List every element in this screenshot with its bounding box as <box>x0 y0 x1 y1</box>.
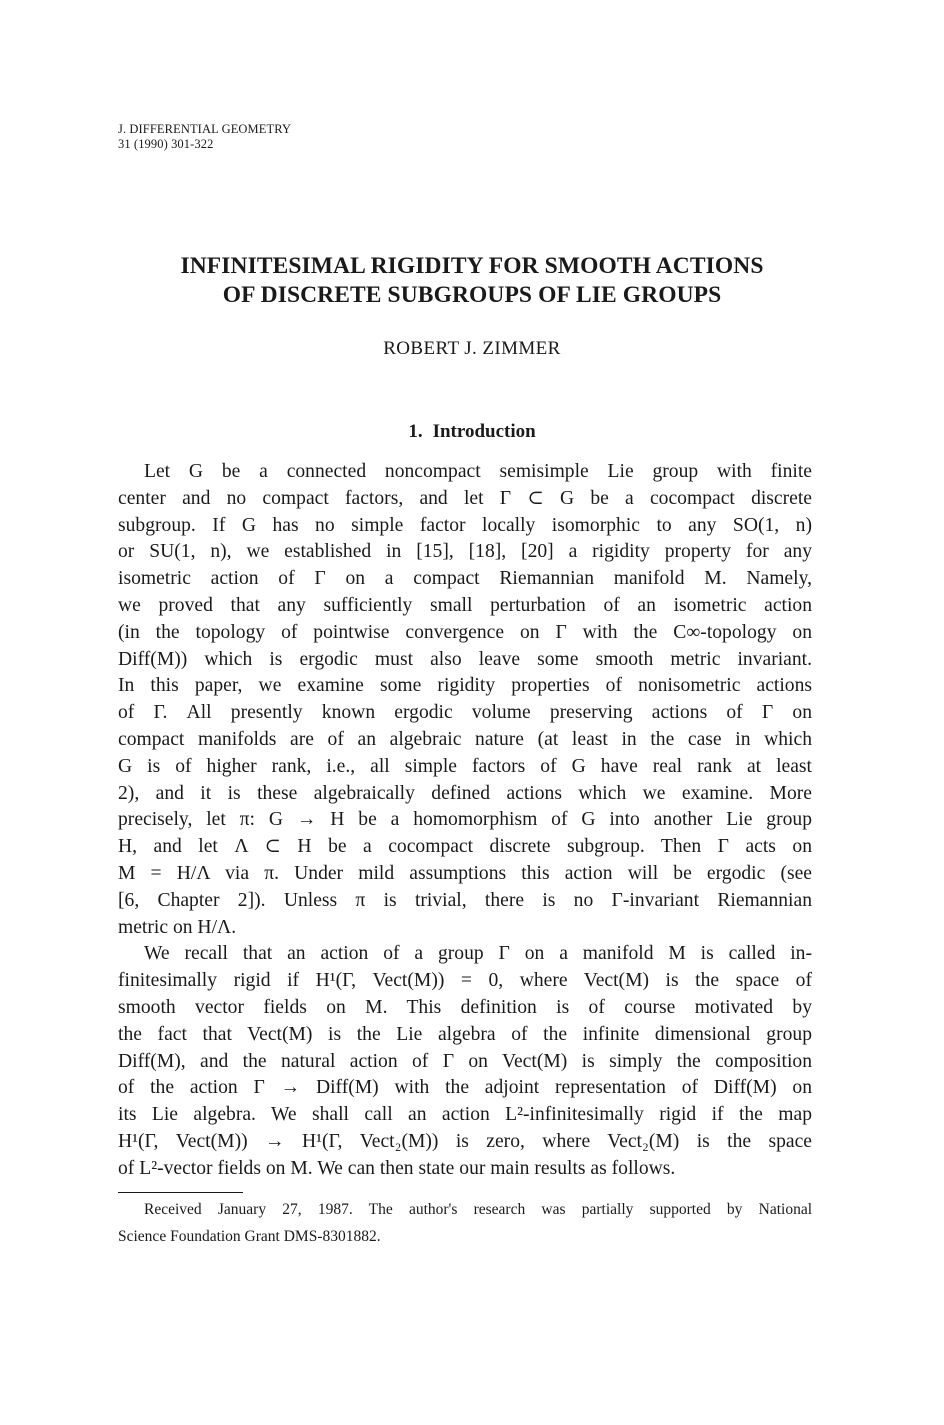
text-line: (in the topology of pointwise convergence on Γ with the C∞-topology on <box>118 621 812 643</box>
text-line: [6, Chapter 2]). Unless π is trivial, there is no Γ-invariant Riemannian <box>118 889 812 911</box>
journal-volume: 31 (1990) 301-322 <box>118 137 214 151</box>
journal-name: J. DIFFERENTIAL GEOMETRY <box>118 122 292 136</box>
text-line: In this paper, we examine some rigidity properties of nonisometric actions <box>118 675 812 697</box>
text-line: center and no compact factors, and let Γ ⊂ G be a cocompact discrete <box>118 487 812 509</box>
text-line: finitesimally rigid if H¹(Γ, Vect(M)) = 0, where Vect(M) is the space of <box>118 970 812 992</box>
text-line: of the action Γ → Diff(M) with the adjoint representation of Diff(M) on <box>118 1077 812 1099</box>
text-line: G is of higher rank, i.e., all simple factors of G have real rank at least <box>118 755 812 777</box>
text-line: metric on H/Λ. <box>118 916 237 938</box>
text-line: Let G be a connected noncompact semisimple Lie group with finite <box>144 461 812 482</box>
section-number: 1. <box>408 421 423 442</box>
paragraph-1 <box>118 459 812 941</box>
paragraph-2 <box>118 941 812 1182</box>
text-line: 2), and it is these algebraically defined actions which we examine. More <box>118 782 812 804</box>
text-line: isometric action of Γ on a compact Riemannian manifold M. Namely, <box>118 568 812 590</box>
text-line: H¹(Γ, Vect(M)) → H¹(Γ, Vect₂(M)) is zero, where Vect₂(M) is the space <box>118 1130 812 1152</box>
text-line: smooth vector fields on M. This definition is of course motivated by <box>118 996 812 1018</box>
author-name: ROBERT J. ZIMMER <box>383 338 561 359</box>
text-line: H, and let Λ ⊂ H be a cocompact discrete subgroup. Then Γ acts on <box>118 836 812 858</box>
title-line-1: INFINITESIMAL RIGIDITY FOR SMOOTH ACTIONS <box>180 253 764 279</box>
text-line: M = H/Λ via π. Under mild assumptions this action will be ergodic (see <box>118 862 812 884</box>
text-line: Diff(M)) which is ergodic must also leave some smooth metric invariant. <box>118 648 812 670</box>
footnote-divider <box>118 1192 243 1193</box>
text-line: or SU(1, n), we established in [15], [18], [20] a rigidity property for any <box>118 541 812 563</box>
text-line: We recall that an action of a group Γ on a manifold M is called in- <box>144 943 812 965</box>
title-line-2: OF DISCRETE SUBGROUPS OF LIE GROUPS <box>222 282 722 308</box>
text-line: precisely, let π: G → H be a homomorphism of G into another Lie group <box>118 809 812 831</box>
text-line: we proved that any sufficiently small perturbation of an isometric action <box>118 594 812 616</box>
text-line: its Lie algebra. We shall call an action L²-infinitesimally rigid if the map <box>118 1104 812 1126</box>
text-line: subgroup. If G has no simple factor locally isomorphic to any SO(1, n) <box>118 514 812 536</box>
section-heading <box>100 420 844 444</box>
text-line: compact manifolds are of an algebraic nature (at least in the case in which <box>118 728 812 750</box>
text-line: the fact that Vect(M) is the Lie algebra of the infinite dimensional group <box>118 1023 812 1045</box>
text-line: of L²-vector fields on M. We can then state our main results as follows. <box>118 1157 676 1179</box>
paper-title <box>100 252 844 310</box>
footnote-line-1: Received January 27, 1987. The author's research was partially supported by National <box>144 1201 812 1218</box>
footnote-line-2: Science Foundation Grant DMS-8301882. <box>118 1227 381 1245</box>
body-text <box>118 459 812 1183</box>
text-line: Diff(M), and the natural action of Γ on Vect(M) is simply the composition <box>118 1050 812 1072</box>
footnote <box>118 1199 812 1253</box>
text-line: of Γ. All presently known ergodic volume preserving actions of Γ on <box>118 702 812 724</box>
section-title: Introduction <box>432 421 536 442</box>
journal-header <box>118 122 291 152</box>
